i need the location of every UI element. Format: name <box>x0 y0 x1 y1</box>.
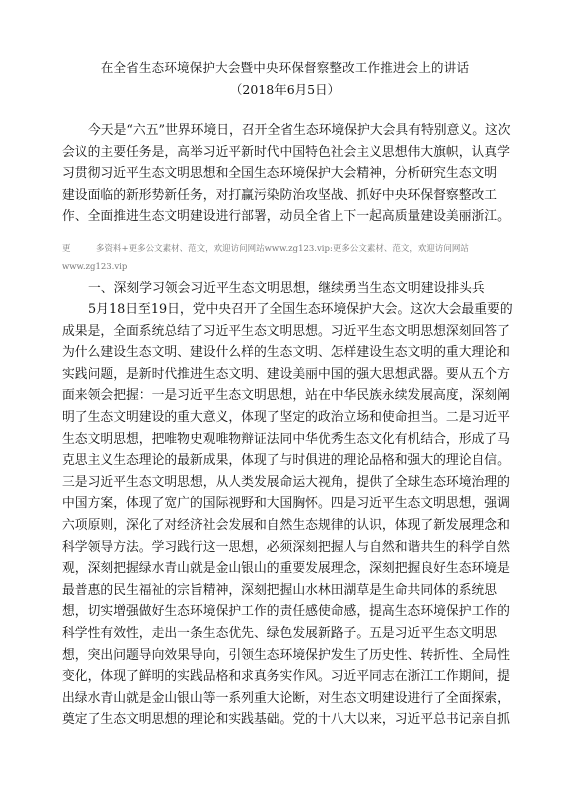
intro-line: 建设面临的新形势新任务，对打赢污染防治攻坚战、抓好中央环保督察整改工 <box>62 187 498 203</box>
document-title: 在全省生态环境保护大会暨中央环保督察整改工作推进会上的讲话 <box>100 60 470 75</box>
body-line: 5月18日至19日，党中央召开了全国生态环境保护大会。这次大会最重要的 <box>88 302 513 317</box>
body-line: 成果是，全面系统总结了习近平生态文明思想。习近平生态文明思想深刻回答了 <box>62 323 510 339</box>
intro-line: 今天是“六五”世界环境日，召开全省生态环境保护大会具有特别意义。这次 <box>88 123 511 138</box>
body-line: 中国方案，体现了宽广的国际视野和大国胸怀。四是习近平生态文明思想，强调 <box>62 496 510 512</box>
body-line: 科学领导方法。学习践行这一思想，必须深刻把握人与自然和谐共生的科学自然 <box>62 539 510 555</box>
body-line: 实践问题，是新时代推进生态文明、建设美丽中国的强大思想武器。要从五个方 <box>62 366 510 382</box>
body-line: 明了生态文明建设的重大意义，体现了坚定的政治立场和使命担当。二是习近平 <box>62 409 510 425</box>
body-line: 变化，体现了鲜明的实践品格和求真务实作风。习近平同志在浙江工作期间，提 <box>62 669 510 685</box>
body-line: 三是习近平生态文明思想，从人类发展命运大视角，提供了全球生态环境治理的 <box>62 474 510 490</box>
section-heading: 一、深刻学习领会习近平生态文明思想，继续勇当生态文明建设排头兵 <box>88 281 485 296</box>
ad-watermark-line: 更 多资料+更多公文素材、范文，欢迎访问网站www.zg123.vip:更多公文素材、范文，欢迎访问网站 <box>62 244 469 254</box>
body-line: 面来领会把握：一是习近平生态文明思想，站在中华民族永续发展高度，深刻阐 <box>62 388 510 404</box>
body-line: 生态文明思想，把唯物史观唯物辩证法同中华优秀生态文化有机结合，形成了马 <box>62 431 510 447</box>
intro-line: 习贯彻习近平生态文明思想和全国生态环境保护大会精神，分析研究生态文明 <box>62 166 498 182</box>
intro-line: 作、全面推进生态文明建设进行部署，动员全省上下一起高质量建设美丽浙江。 <box>62 209 510 225</box>
body-line: 六项原则，深化了对经济社会发展和自然生态规律的认识，体现了新发展理念和 <box>62 517 510 533</box>
body-line: 想，突出问题导向效果导向，引领生态环境保护发生了历史性、转折性、全局性 <box>62 647 510 663</box>
body-line: 最普惠的民生福祉的宗旨精神，深刻把握山水林田湖草是生命共同体的系统思 <box>62 582 498 598</box>
body-line: 奠定了生态文明思想的理论和实践基础。党的十八大以来，习近平总书记亲自抓 <box>62 712 510 728</box>
body-line: 为什么建设生态文明、建设什么样的生态文明、怎样建设生态文明的重大理论和 <box>62 345 510 361</box>
body-line: 观，深刻把握绿水青山就是金山银山的重要发展理念，深刻把握良好生态环境是 <box>62 561 510 577</box>
intro-paragraph <box>62 120 518 228</box>
body-paragraph <box>62 299 518 731</box>
body-line: 想，切实增强做好生态环境保护工作的责任感使命感，提高生态环境保护工作的 <box>62 604 510 620</box>
body-line: 科学性有效性，走出一条生态优先、绿色发展新路子。五是习近平生态文明思 <box>62 625 498 641</box>
body-line: 出绿水青山就是金山银山等一系列重大论断，对生态文明建设进行了全面探索， <box>62 690 510 706</box>
intro-line: 会议的主要任务是，高举习近平新时代中国特色社会主义思想伟大旗帜，认真学 <box>62 144 510 160</box>
body-line: 克思主义生态理论的最新成果，体现了与时俱进的理论品格和强大的理论自信。 <box>62 453 510 469</box>
section-heading-block <box>62 278 518 300</box>
ad-watermark-url: www.zg123.vip <box>62 262 128 272</box>
document-date: （2018年6月5日） <box>229 82 341 97</box>
